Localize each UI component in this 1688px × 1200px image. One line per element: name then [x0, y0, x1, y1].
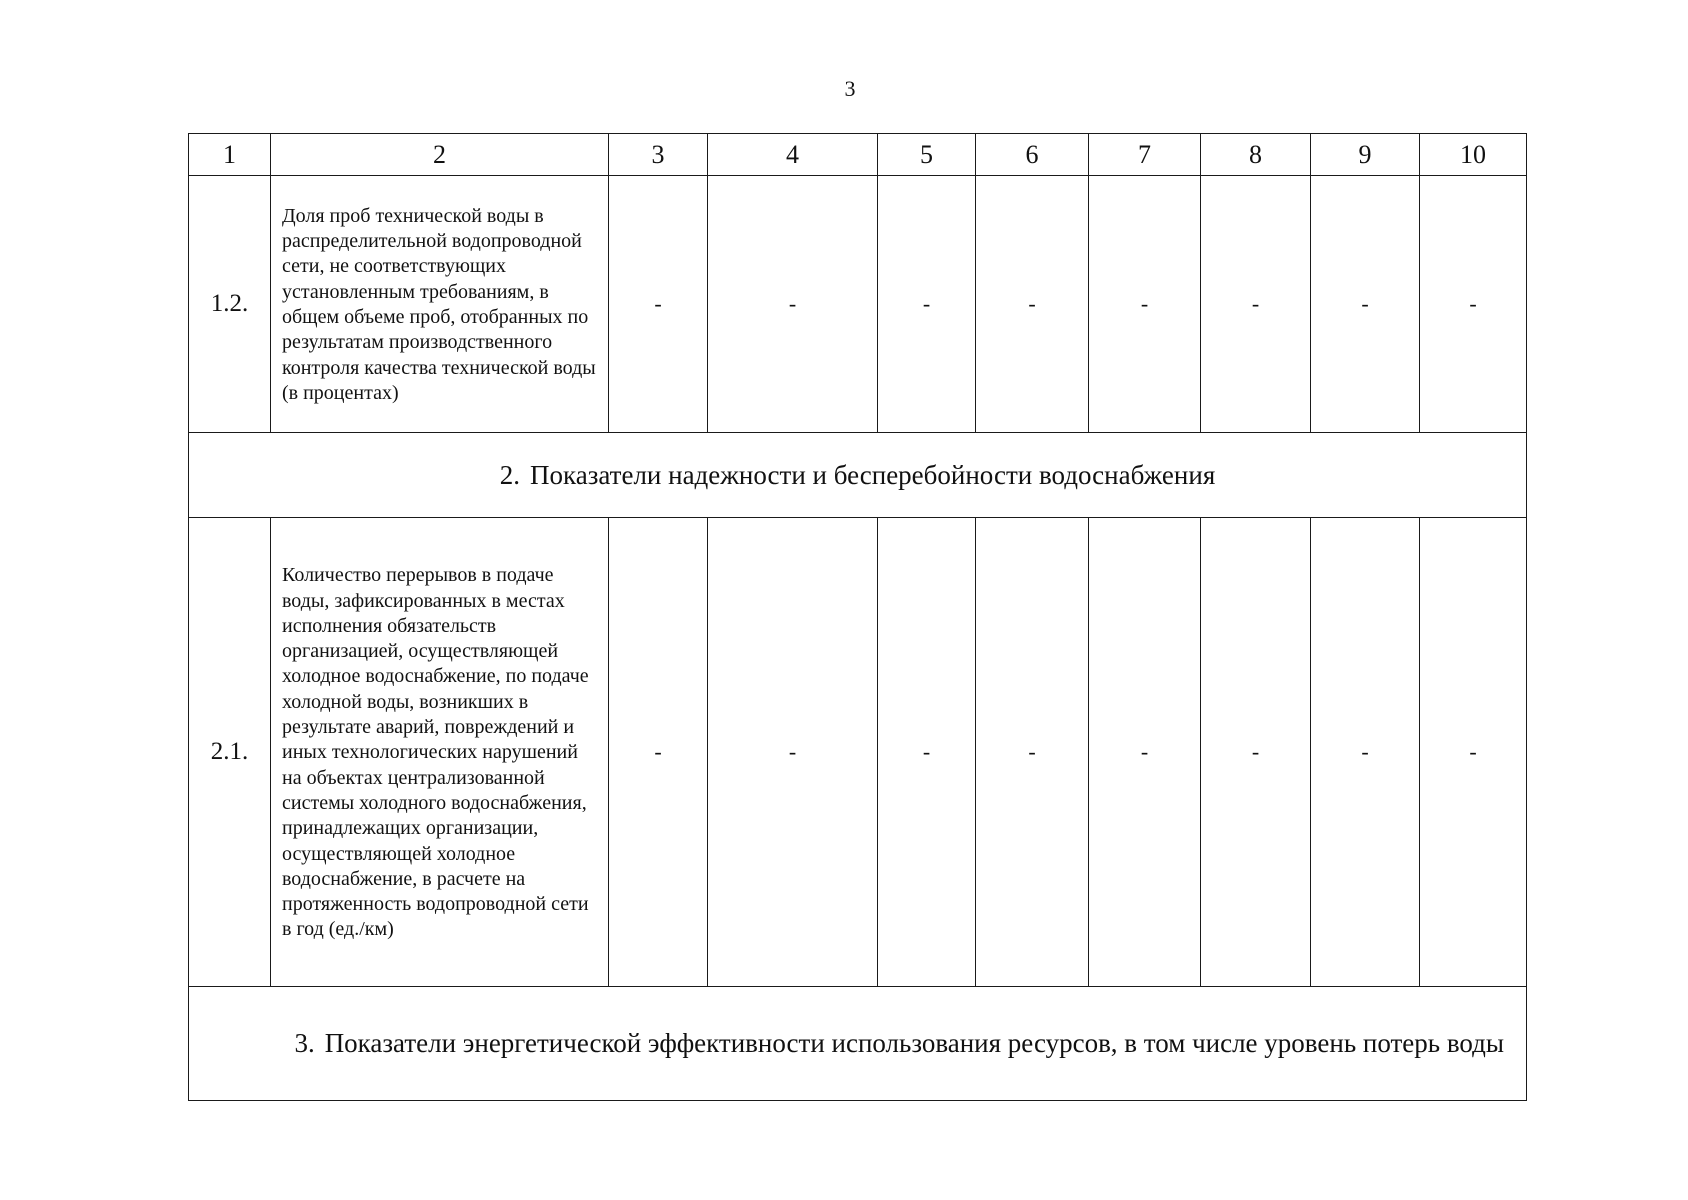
header-cell: 3 — [609, 134, 708, 176]
value-cell: - — [878, 176, 976, 433]
value-cell: - — [609, 176, 708, 433]
row-description: Количество перерывов в подаче воды, зафиксированных в местах исполнения обязательств организацией, осуществляющей холодное водоснабжение, по подаче холодной воды, возникших в результате аварий, повреждений и иных технологических нарушений на объектах централизованной системы холодного водоснабжения, принадлежащих организации, осуществляющей холодное водоснабжение, в расчете на протяженность водопроводной сети в год (ед./км) — [271, 518, 609, 987]
value-cell: - — [878, 518, 976, 987]
value-cell: - — [609, 518, 708, 987]
section-row — [189, 433, 1527, 518]
value-cell: - — [976, 176, 1089, 433]
table-header-row — [189, 134, 1527, 176]
value-cell: - — [1089, 176, 1201, 433]
section-heading — [189, 987, 1527, 1101]
value-cell: - — [1311, 518, 1420, 987]
indicators-table — [188, 133, 1527, 1101]
header-cell: 6 — [976, 134, 1089, 176]
section-title: Показатели энергетической эффективности использования ресурсов, в том числе уровень потерь воды — [324, 1028, 1504, 1058]
section-number: 3. — [294, 1028, 315, 1058]
value-cell: - — [976, 518, 1089, 987]
section-title: Показатели надежности и бесперебойности водоснабжения — [530, 459, 1216, 490]
header-cell: 5 — [878, 134, 976, 176]
header-cell: 8 — [1201, 134, 1311, 176]
header-cell: 2 — [271, 134, 609, 176]
value-cell: - — [1420, 176, 1527, 433]
header-cell: 1 — [189, 134, 271, 176]
header-cell: 4 — [708, 134, 878, 176]
value-cell: - — [1311, 176, 1420, 433]
value-cell: - — [708, 176, 878, 433]
value-cell: - — [708, 518, 878, 987]
table-row — [189, 518, 1527, 987]
row-number: 2.1. — [189, 518, 271, 987]
section-heading — [189, 433, 1527, 518]
header-cell: 7 — [1089, 134, 1201, 176]
row-number: 1.2. — [189, 176, 271, 433]
section-row — [189, 987, 1527, 1101]
value-cell: - — [1089, 518, 1201, 987]
page-number: 3 — [844, 76, 856, 101]
section-number: 2. — [499, 459, 521, 490]
row-description: Доля проб технической воды в распределительной водопроводной сети, не соответствующих установленным требованиям, в общем объеме проб, отобранных по результатам производственного контроля качества технической воды (в процентах) — [271, 176, 609, 433]
header-cell: 10 — [1420, 134, 1527, 176]
value-cell: - — [1420, 518, 1527, 987]
value-cell: - — [1201, 518, 1311, 987]
header-cell: 9 — [1311, 134, 1420, 176]
table-row — [189, 176, 1527, 433]
value-cell: - — [1201, 176, 1311, 433]
